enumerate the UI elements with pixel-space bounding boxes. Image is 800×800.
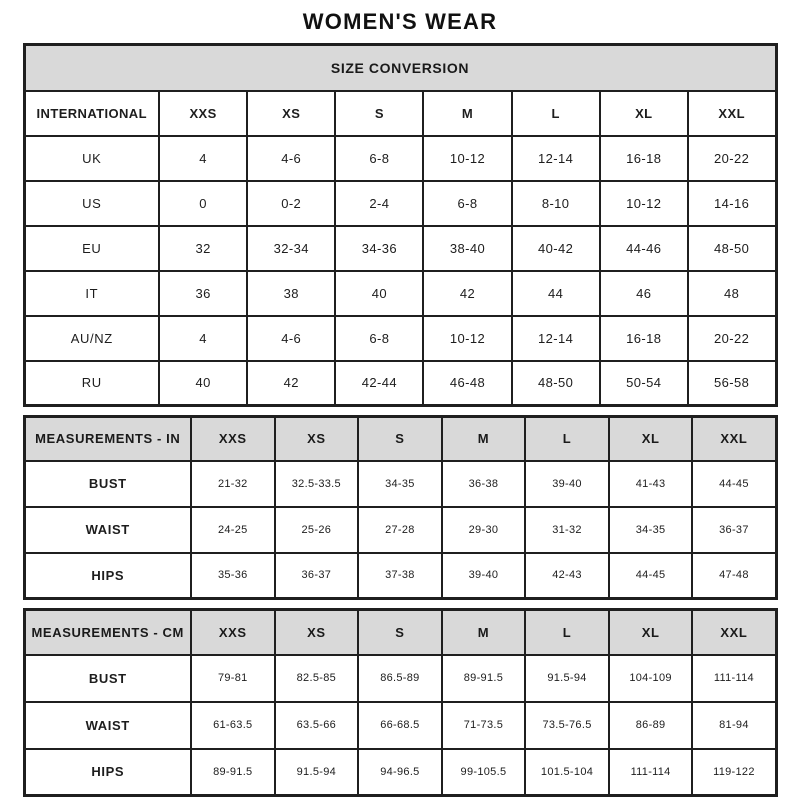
size-header-xs: XS (275, 610, 359, 655)
page-title: WOMEN'S WEAR (302, 9, 498, 34)
cell: 12-14 (512, 136, 600, 181)
cell: 44-46 (600, 226, 688, 271)
cell: 42 (423, 271, 511, 316)
cell: 34-35 (358, 461, 442, 507)
cell: 35-36 (191, 553, 275, 599)
cell: 40 (335, 271, 423, 316)
cell: 27-28 (358, 507, 442, 553)
cell: 32 (159, 226, 247, 271)
column-header-l: L (512, 91, 600, 136)
cell: 48 (688, 271, 776, 316)
cell: 20-22 (688, 136, 776, 181)
size-header-s: S (358, 610, 442, 655)
cell: 10-12 (423, 316, 511, 361)
cell: 89-91.5 (191, 749, 275, 796)
measurements-in-table (23, 415, 778, 600)
cell: 34-35 (609, 507, 693, 553)
table-row-hips-cm (24, 749, 776, 796)
cell: 4 (159, 316, 247, 361)
row-label-eu: EU (24, 226, 159, 271)
size-header-m: M (442, 417, 526, 461)
cell: 24-25 (191, 507, 275, 553)
size-header-xxl: XXL (692, 610, 776, 655)
row-label-aunz: AU/NZ (24, 316, 159, 361)
cell: 99-105.5 (442, 749, 526, 796)
cell: 31-32 (525, 507, 609, 553)
size-header-xxs: XXS (191, 610, 275, 655)
size-header-l: L (525, 610, 609, 655)
cell: 40 (159, 361, 247, 406)
cell: 39-40 (525, 461, 609, 507)
cell: 21-32 (191, 461, 275, 507)
cell: 25-26 (275, 507, 359, 553)
cell: 34-36 (335, 226, 423, 271)
row-label-hips: HIPS (24, 749, 191, 796)
table-row-aunz (24, 316, 776, 361)
cell: 32-34 (247, 226, 335, 271)
column-header-xs: XS (247, 91, 335, 136)
cell: 44-45 (692, 461, 776, 507)
cell: 81-94 (692, 702, 776, 749)
table-row-ru (24, 361, 776, 406)
cell: 16-18 (600, 316, 688, 361)
cell: 86.5-89 (358, 655, 442, 702)
column-header-xxs: XXS (159, 91, 247, 136)
row-label-uk: UK (24, 136, 159, 181)
cell: 36-38 (442, 461, 526, 507)
size-header-xs: XS (275, 417, 359, 461)
cell: 20-22 (688, 316, 776, 361)
table-row-bust-cm (24, 655, 776, 702)
cell: 36-37 (692, 507, 776, 553)
cell: 10-12 (423, 136, 511, 181)
size-header-xl: XL (609, 417, 693, 461)
cell: 111-114 (692, 655, 776, 702)
cell: 14-16 (688, 181, 776, 226)
cell: 6-8 (335, 136, 423, 181)
cell: 111-114 (609, 749, 693, 796)
cell: 40-42 (512, 226, 600, 271)
size-conversion-header-row (24, 45, 776, 91)
column-header-s: S (335, 91, 423, 136)
size-header-xxl: XXL (692, 417, 776, 461)
cell: 10-12 (600, 181, 688, 226)
cell: 0-2 (247, 181, 335, 226)
cell: 104-109 (609, 655, 693, 702)
cell: 37-38 (358, 553, 442, 599)
cell: 39-40 (442, 553, 526, 599)
cell: 101.5-104 (525, 749, 609, 796)
cell: 42-44 (335, 361, 423, 406)
cell: 4-6 (247, 316, 335, 361)
cell: 12-14 (512, 316, 600, 361)
column-header-m: M (423, 91, 511, 136)
measurements-cm-table (23, 608, 778, 797)
cell: 50-54 (600, 361, 688, 406)
cell: 32.5-33.5 (275, 461, 359, 507)
table-row-uk (24, 136, 776, 181)
cell: 46 (600, 271, 688, 316)
cell: 4 (159, 136, 247, 181)
row-label-hips: HIPS (24, 553, 191, 599)
cell: 41-43 (609, 461, 693, 507)
cell: 44 (512, 271, 600, 316)
cell: 56-58 (688, 361, 776, 406)
cell: 42 (247, 361, 335, 406)
size-header-xl: XL (609, 610, 693, 655)
cell: 94-96.5 (358, 749, 442, 796)
cell: 6-8 (335, 316, 423, 361)
cell: 82.5-85 (275, 655, 359, 702)
column-header-xl: XL (600, 91, 688, 136)
cell: 48-50 (688, 226, 776, 271)
row-label-bust: BUST (24, 655, 191, 702)
row-label-us: US (24, 181, 159, 226)
cell: 8-10 (512, 181, 600, 226)
size-header-l: L (525, 417, 609, 461)
cell: 42-43 (525, 553, 609, 599)
measurements-in-title: MEASUREMENTS - IN (24, 417, 191, 461)
cell: 71-73.5 (442, 702, 526, 749)
size-conversion-table (23, 43, 778, 407)
cell: 119-122 (692, 749, 776, 796)
row-label-waist: WAIST (24, 507, 191, 553)
cell: 6-8 (423, 181, 511, 226)
table-row-waist-in (24, 507, 776, 553)
cell: 61-63.5 (191, 702, 275, 749)
cell: 91.5-94 (525, 655, 609, 702)
row-label-it: IT (24, 271, 159, 316)
cell: 66-68.5 (358, 702, 442, 749)
cell: 38 (247, 271, 335, 316)
cell: 16-18 (600, 136, 688, 181)
row-label-bust: BUST (24, 461, 191, 507)
cell: 79-81 (191, 655, 275, 702)
cell: 2-4 (335, 181, 423, 226)
table-row-it (24, 271, 776, 316)
cell: 36 (159, 271, 247, 316)
size-header-s: S (358, 417, 442, 461)
table-row-eu (24, 226, 776, 271)
column-header-international: INTERNATIONAL (24, 91, 159, 136)
size-header-m: M (442, 610, 526, 655)
measurements-in-header-row (24, 417, 776, 461)
cell: 46-48 (423, 361, 511, 406)
cell: 86-89 (609, 702, 693, 749)
row-label-waist: WAIST (24, 702, 191, 749)
cell: 0 (159, 181, 247, 226)
size-conversion-title: SIZE CONVERSION (24, 45, 776, 91)
table-row-bust-in (24, 461, 776, 507)
cell: 36-37 (275, 553, 359, 599)
cell: 48-50 (512, 361, 600, 406)
column-header-xxl: XXL (688, 91, 776, 136)
cell: 89-91.5 (442, 655, 526, 702)
table-row-waist-cm (24, 702, 776, 749)
measurements-cm-header-row (24, 610, 776, 655)
measurements-cm-title: MEASUREMENTS - CM (24, 610, 191, 655)
cell: 38-40 (423, 226, 511, 271)
size-conversion-columns-row (24, 91, 776, 136)
row-label-ru: RU (24, 361, 159, 406)
cell: 73.5-76.5 (525, 702, 609, 749)
table-row-hips-in (24, 553, 776, 599)
table-row-us (24, 181, 776, 226)
cell: 4-6 (247, 136, 335, 181)
cell: 91.5-94 (275, 749, 359, 796)
cell: 44-45 (609, 553, 693, 599)
cell: 29-30 (442, 507, 526, 553)
cell: 47-48 (692, 553, 776, 599)
cell: 63.5-66 (275, 702, 359, 749)
size-header-xxs: XXS (191, 417, 275, 461)
